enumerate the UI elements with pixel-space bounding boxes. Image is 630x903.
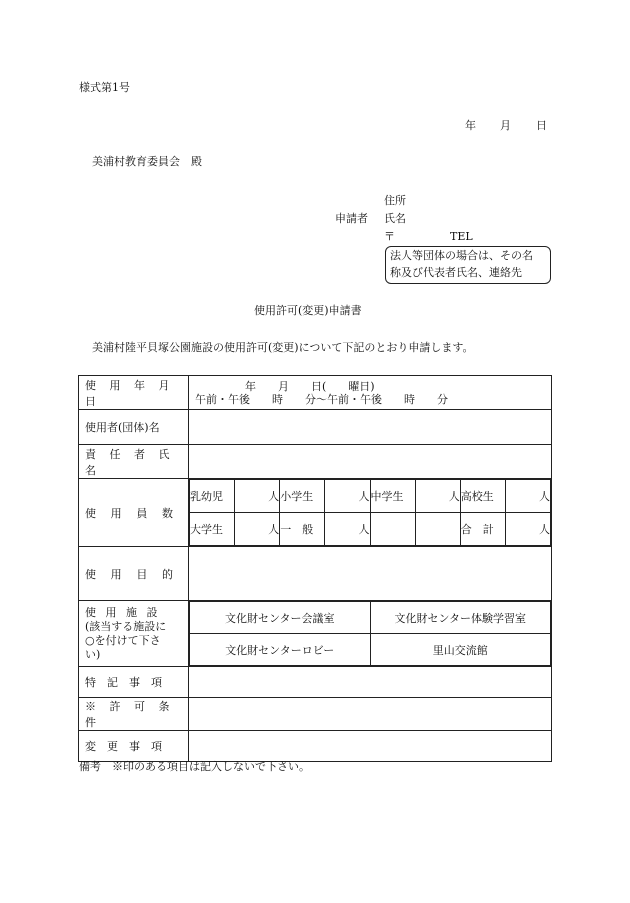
facility-grid-cell: [189, 601, 552, 667]
tel-label: TEL: [450, 230, 473, 243]
count-key: 高校生: [460, 480, 505, 513]
row-count: [79, 479, 552, 547]
count-label: 使 用 員 数: [79, 479, 189, 547]
facility-option[interactable]: 文化財センターロビー: [190, 634, 371, 666]
count-unit: [415, 513, 460, 546]
count-unit[interactable]: 人: [505, 480, 550, 513]
count-key: 小学生: [280, 480, 325, 513]
permit-field: [189, 698, 552, 731]
row-user: [79, 410, 552, 445]
applicant-address-label: 住所: [384, 194, 406, 207]
count-unit[interactable]: 人: [235, 513, 280, 546]
date-field-line1: 年 月 日( 曜日): [245, 379, 375, 393]
count-key: 合 計: [460, 513, 505, 546]
user-field[interactable]: [189, 410, 552, 445]
applicant-name-label: 氏名: [384, 212, 406, 225]
count-row-2: [190, 513, 551, 546]
purpose-label: 使 用 目 的: [79, 547, 189, 601]
count-row-1: [190, 480, 551, 513]
row-facility: [79, 601, 552, 667]
facility-option[interactable]: 文化財センター会議室: [190, 602, 371, 634]
row-change: [79, 731, 552, 762]
count-key: 乳幼児: [190, 480, 235, 513]
date-month: 月: [500, 119, 511, 132]
responsible-label: 責 任 者 氏 名: [79, 445, 189, 479]
remark: 備考 ※印のある項目は記入しないで下さい。: [79, 760, 310, 773]
notes-label: 特 記 事 項: [79, 667, 189, 698]
intro-text: 美浦村陸平貝塚公園施設の使用許可(変更)について下記のとおり申請します。: [92, 341, 474, 354]
permit-label: ※ 許 可 条 件: [79, 698, 189, 731]
facility-grid: [189, 601, 551, 666]
count-key: 大学生: [190, 513, 235, 546]
facility-option[interactable]: 文化財センター体験学習室: [370, 602, 551, 634]
count-unit[interactable]: 人: [325, 513, 370, 546]
count-unit[interactable]: 人: [325, 480, 370, 513]
postal-mark: 〒: [384, 230, 395, 243]
count-grid-cell: [189, 479, 552, 547]
date-year: 年: [465, 119, 476, 132]
change-field[interactable]: [189, 731, 552, 762]
count-unit[interactable]: 人: [505, 513, 550, 546]
count-key: [370, 513, 415, 546]
date-field-line2: 午前・午後 時 分〜午前・午後 時 分: [195, 392, 448, 406]
user-label: 使用者(団体)名: [79, 410, 189, 445]
row-date: [79, 376, 552, 410]
purpose-field[interactable]: [189, 547, 552, 601]
date-day: 日: [536, 119, 547, 132]
form-number: 様式第1号: [79, 81, 130, 94]
applicant-label: 申請者: [335, 212, 368, 225]
row-responsible: [79, 445, 552, 479]
row-permit: [79, 698, 552, 731]
count-unit[interactable]: 人: [235, 480, 280, 513]
count-grid: [189, 479, 551, 546]
facility-option[interactable]: 里山交流館: [370, 634, 551, 666]
facility-label: 使 用 施 設 (該当する施設に ○を付けて下さ い): [79, 601, 189, 667]
date-field[interactable]: [189, 376, 552, 410]
count-key: 中学生: [370, 480, 415, 513]
application-table: [78, 375, 552, 762]
notes-field[interactable]: [189, 667, 552, 698]
change-label: 変 更 事 項: [79, 731, 189, 762]
row-notes: [79, 667, 552, 698]
corporate-note-line1: 法人等団体の場合は、その名: [390, 249, 533, 262]
count-key: 一 般: [280, 513, 325, 546]
date-label: 使 用 年 月 日: [79, 376, 189, 410]
count-unit[interactable]: 人: [415, 480, 460, 513]
row-purpose: [79, 547, 552, 601]
document-title: 使用許可(変更)申請書: [254, 304, 362, 317]
responsible-field[interactable]: [189, 445, 552, 479]
addressee: 美浦村教育委員会 殿: [92, 155, 202, 168]
corporate-note-line2: 称及び代表者氏名、連絡先: [390, 266, 522, 279]
